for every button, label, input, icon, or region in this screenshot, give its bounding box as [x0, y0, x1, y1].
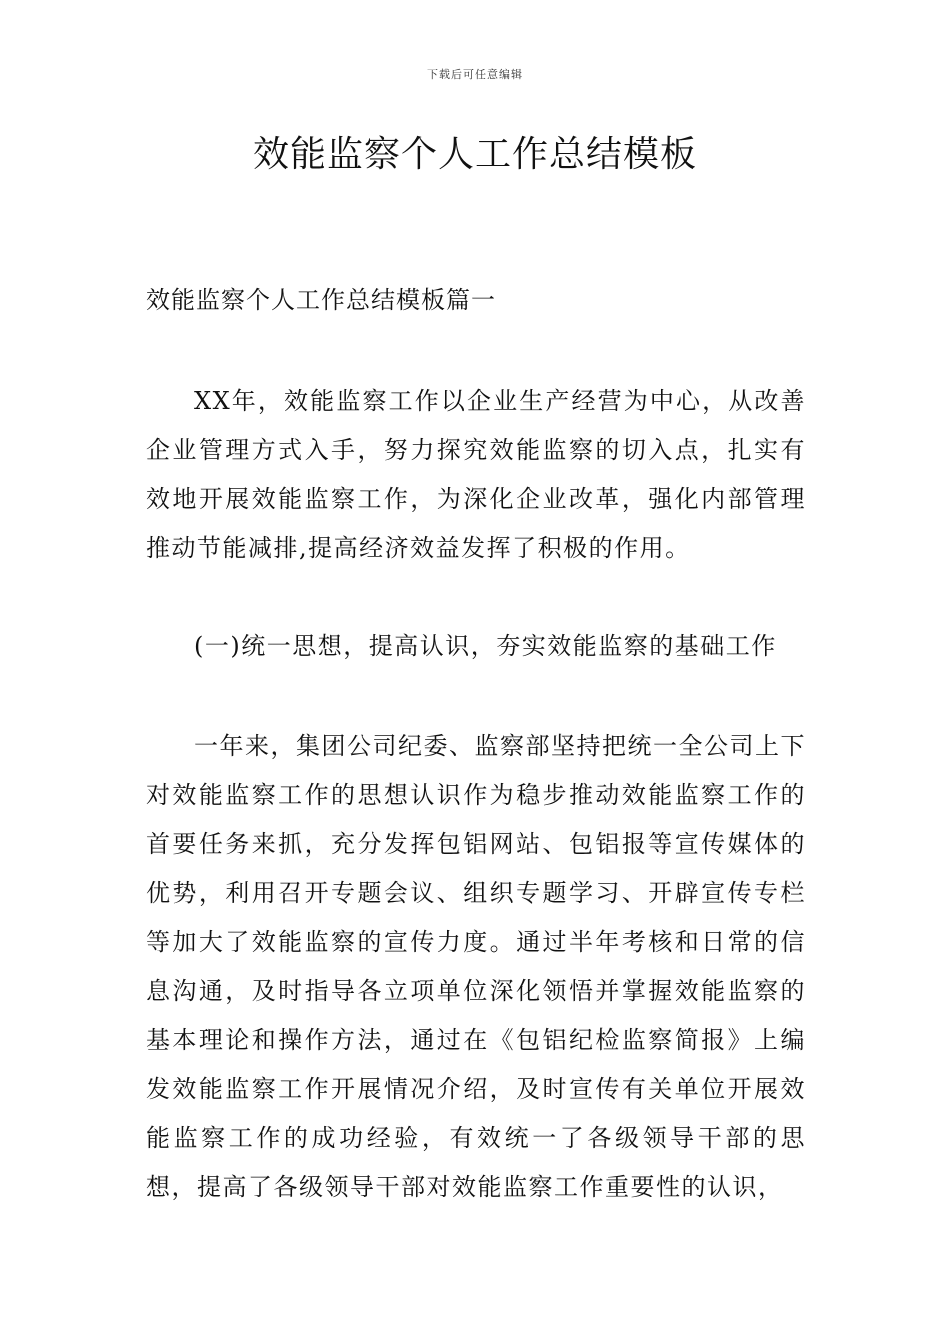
paragraph-intro: XX年，效能监察工作以企业生产经营为中心，从改善企业管理方式入手，努力探究效能监察的切入点，扎实有效地开展效能监察工作，为深化企业改革，强化内部管理推动节能减排,提高经济效益发挥了积极的作用。	[146, 387, 806, 562]
paragraph-body: 一年来，集团公司纪委、监察部坚持把统一全公司上下对效能监察工作的思想认识作为稳步推动效能监察工作的首要任务来抓，充分发挥包铝网站、包铝报等宣传媒体的优势，利用召开专题会议、组织专题学习、开辟宣传专栏等加大了效能监察的宣传力度。通过半年考核和日常的信息沟通，及时指导各立项单位深化领悟并掌握效能监察的基本理论和操作方法，通过在《包铝纪检监察简报》上编发效能监察工作开展情况介绍，及时宣传有关单位开展效能监察工作的成功经验，有效统一了各级领导干部的思想，提高了各级领导干部对效能监察工作重要性的认识，	[146, 732, 806, 1201]
document-title: 效能监察个人工作总结模板	[252, 134, 697, 175]
subheading-1: (一)统一思想，提高认识，夯实效能监察的基础工作	[194, 632, 777, 660]
section-heading: 效能监察个人工作总结模板篇一	[146, 286, 496, 314]
header-note: 下载后可任意编辑	[427, 68, 523, 81]
